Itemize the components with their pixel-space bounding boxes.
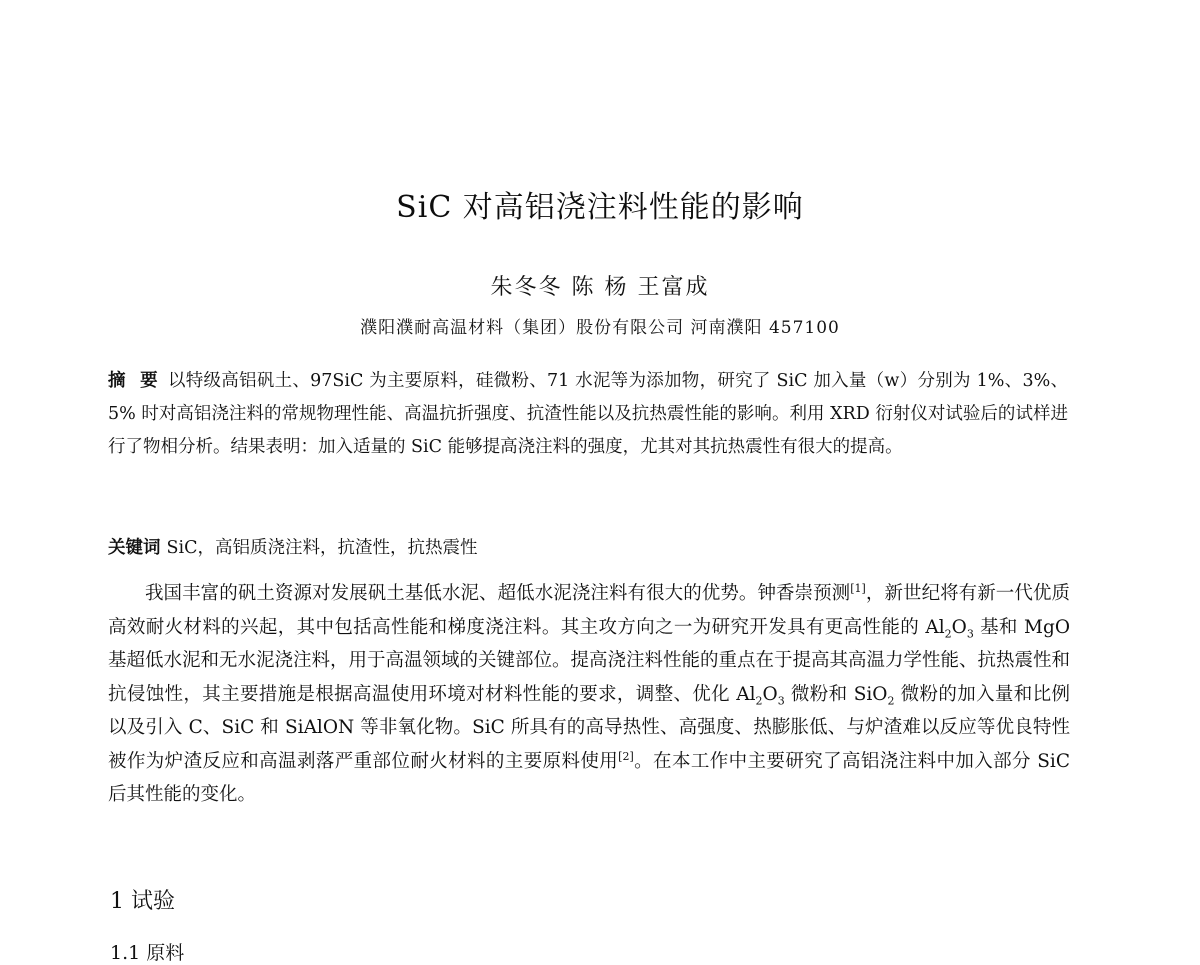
section-heading-1: 1 试验 bbox=[110, 889, 175, 914]
abstract bbox=[108, 365, 1068, 464]
keywords-text: SiC，高铝质浇注料，抗渣性，抗热震性 bbox=[166, 538, 478, 558]
keywords bbox=[108, 533, 1068, 563]
subscript: 3 bbox=[966, 627, 974, 641]
citation-2: [2] bbox=[618, 749, 634, 763]
author-list: 朱冬冬 陈 杨 王富成 bbox=[490, 275, 710, 300]
affiliation: 濮阳濮耐高温材料（集团）股份有限公司 河南濮阳 457100 bbox=[360, 318, 840, 338]
abstract-text: 以特级高铝矾土、97SiC 为主要原料，硅微粉、71 水泥等为添加物，研究了 SiC 加入量（w）分别为 1%、3%、5% 时对高铝浇注料的常规物理性能、高温抗折强度、抗渣性能以及抗热震性能的影响。利用 XRD 衍射仪对试验后的试样进行了物相分析。结果表明：加入适量的 SiC 能够提高浇注料的强度，尤其对其抗热震性有很大的提高。 bbox=[108, 371, 1069, 457]
body-text-segment: ，新世纪将有新一代优质高效耐火材料的兴起，其中包括高性能和梯度浇注料。其主攻方向之一为研究开发具有更高性能的 Al bbox=[108, 583, 1070, 638]
keywords-label: 关键词 bbox=[108, 538, 161, 558]
abstract-label: 摘 要 bbox=[108, 371, 162, 391]
citation-1: [1] bbox=[850, 581, 866, 595]
subscript: 3 bbox=[777, 694, 785, 708]
subscript: 2 bbox=[944, 627, 952, 641]
section-heading-1-1: 1.1 原料 bbox=[110, 942, 185, 964]
paper-title: SiC 对高铝浇注料性能的影响 bbox=[396, 190, 804, 225]
body-text-segment: 我国丰富的矾土资源对发展矾土基低水泥、超低水泥浇注料有很大的优势。钟香崇预测 bbox=[145, 583, 851, 604]
body-text-segment: 基和 MgO 基超低水泥和无水泥浇注料，用于高温领域的关键部位。提高浇注料性能的重点在于提高其高温力学性能、抗热震性和抗侵蚀性，其主要措施是根据高温使用环境对材料性能的要求，调整、优化 Al bbox=[108, 616, 1071, 705]
body-text-segment: 微粉和 SiO bbox=[784, 683, 888, 705]
body-text-segment: 微粉的加入量和比例以及引入 C、SiC 和 SiAlON 等非氧化物。SiC 所具有的高导热性、高强度、热膨胀低、与炉渣难以反应等优良特性被作为炉渣反应和高温剥落严重部位耐火材料的主要原料使用 bbox=[108, 683, 1070, 772]
intro-paragraph bbox=[108, 577, 1070, 812]
body-text-segment: 。在本工作中主要研究了高铝浇注料中加入部分 SiC 后其性能的变化。 bbox=[108, 750, 1070, 805]
body-text-segment: O bbox=[951, 616, 967, 638]
subscript: 2 bbox=[755, 694, 763, 708]
body-text-segment: O bbox=[762, 683, 778, 705]
subscript: 2 bbox=[887, 694, 895, 708]
